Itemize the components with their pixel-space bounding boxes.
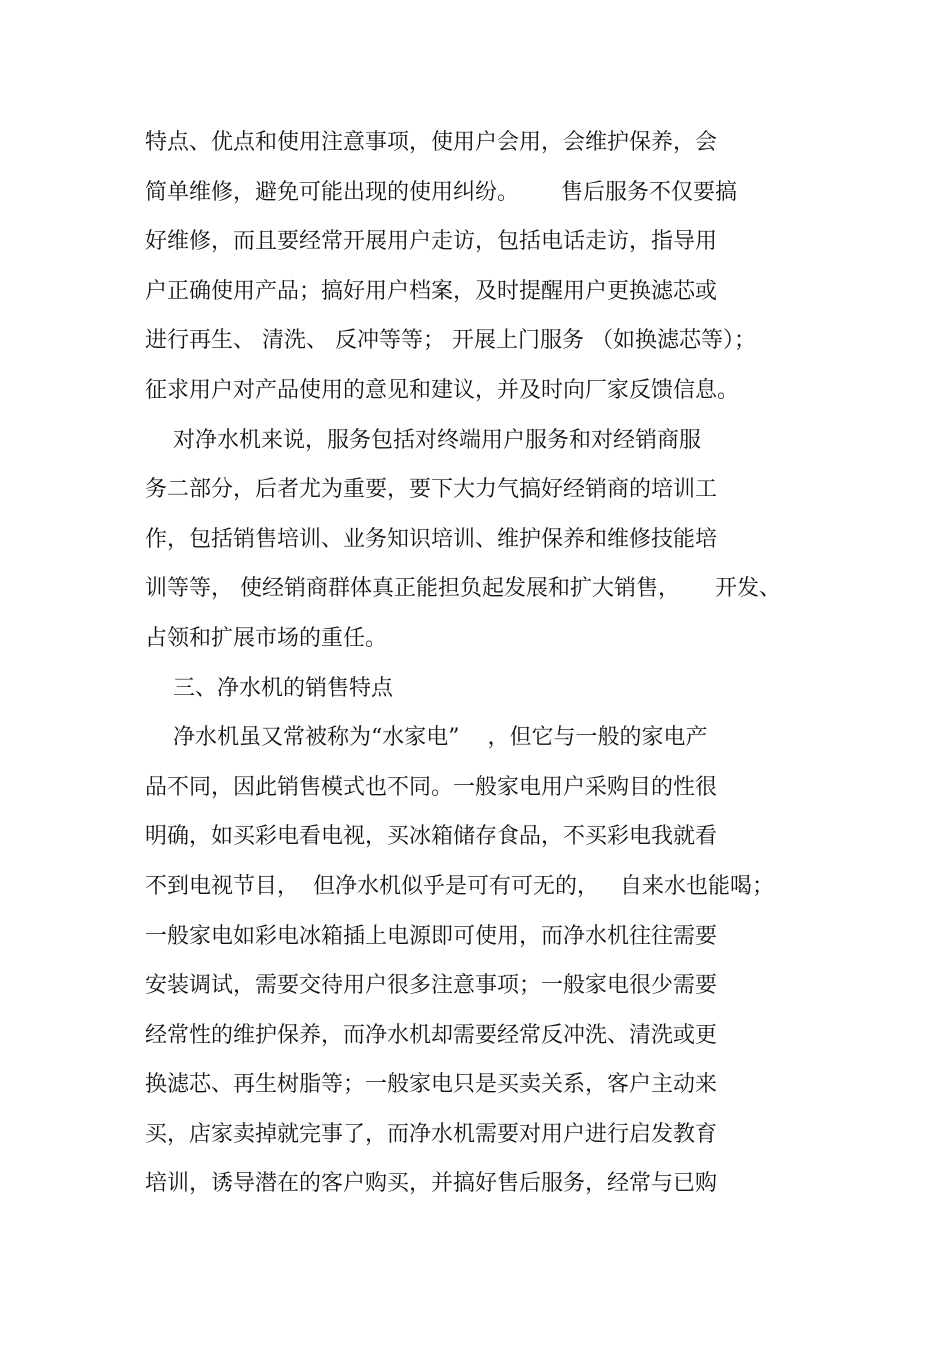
text-line: 简单维修，避免可能出现的使用纠纷。 售后服务不仅要搞 [145, 179, 737, 205]
text-line: 品不同，因此销售模式也不同。一般家电用户采购目的性很 [145, 774, 718, 800]
text-line: 占领和扩展市场的重任。 [145, 625, 388, 651]
text-line: 作，包括销售培训、业务知识培训、维护保养和维修技能培 [145, 526, 718, 552]
text-line: 户正确使用产品；搞好用户档案，及时提醒用户更换滤芯或 [145, 278, 718, 304]
text-line: 经常性的维护保养，而净水机却需要经常反冲洗、清洗或更 [145, 1022, 718, 1048]
text-line: 特点、优点和使用注意事项，使用户会用，会维护保养，会 [145, 130, 718, 155]
text-line: 安装调试，需要交待用户很多注意事项；一般家电很少需要 [145, 973, 718, 999]
text-line: 一般家电如彩电冰箱插上电源即可使用，而净水机往往需要 [145, 923, 718, 949]
text-line: 净水机虽又常被称为“水家电” ，但它与一般的家电产 [145, 725, 708, 751]
text-line: 训等等， 使经销商群体真正能担负起发展和扩大销售， 开发、 [145, 576, 781, 602]
text-line: 对净水机来说，服务包括对终端用户服务和对经销商服 [145, 427, 701, 453]
text-line: 务二部分，后者尤为重要，要下大力气搞好经销商的培训工 [145, 477, 718, 503]
text-line: 培训，诱导潜在的客户购买，并搞好售后服务，经常与已购 [145, 1171, 718, 1197]
text-line: 换滤芯、再生树脂等；一般家电只是买卖关系，客户主动来 [145, 1072, 718, 1098]
text-line: 进行再生、 清洗、 反冲等等； 开展上门服务 （如换滤芯等）； [145, 328, 756, 354]
body-text [145, 118, 825, 1209]
text-line: 买，店家卖掉就完事了，而净水机需要对用户进行启发教育 [145, 1121, 718, 1147]
text-line: 不到电视节目， 但净水机似乎是可有可无的， 自来水也能喝； [145, 873, 774, 899]
section-heading: 三、净水机的销售特点 [145, 675, 393, 701]
text-line: 征求用户对产品使用的意见和建议，并及时向厂家反馈信息。 [145, 377, 740, 403]
text-line: 好维修，而且要经常开展用户走访，包括电话走访，指导用 [145, 229, 718, 255]
text-line: 明确，如买彩电看电视，买冰箱储存食品，不买彩电我就看 [145, 824, 718, 850]
